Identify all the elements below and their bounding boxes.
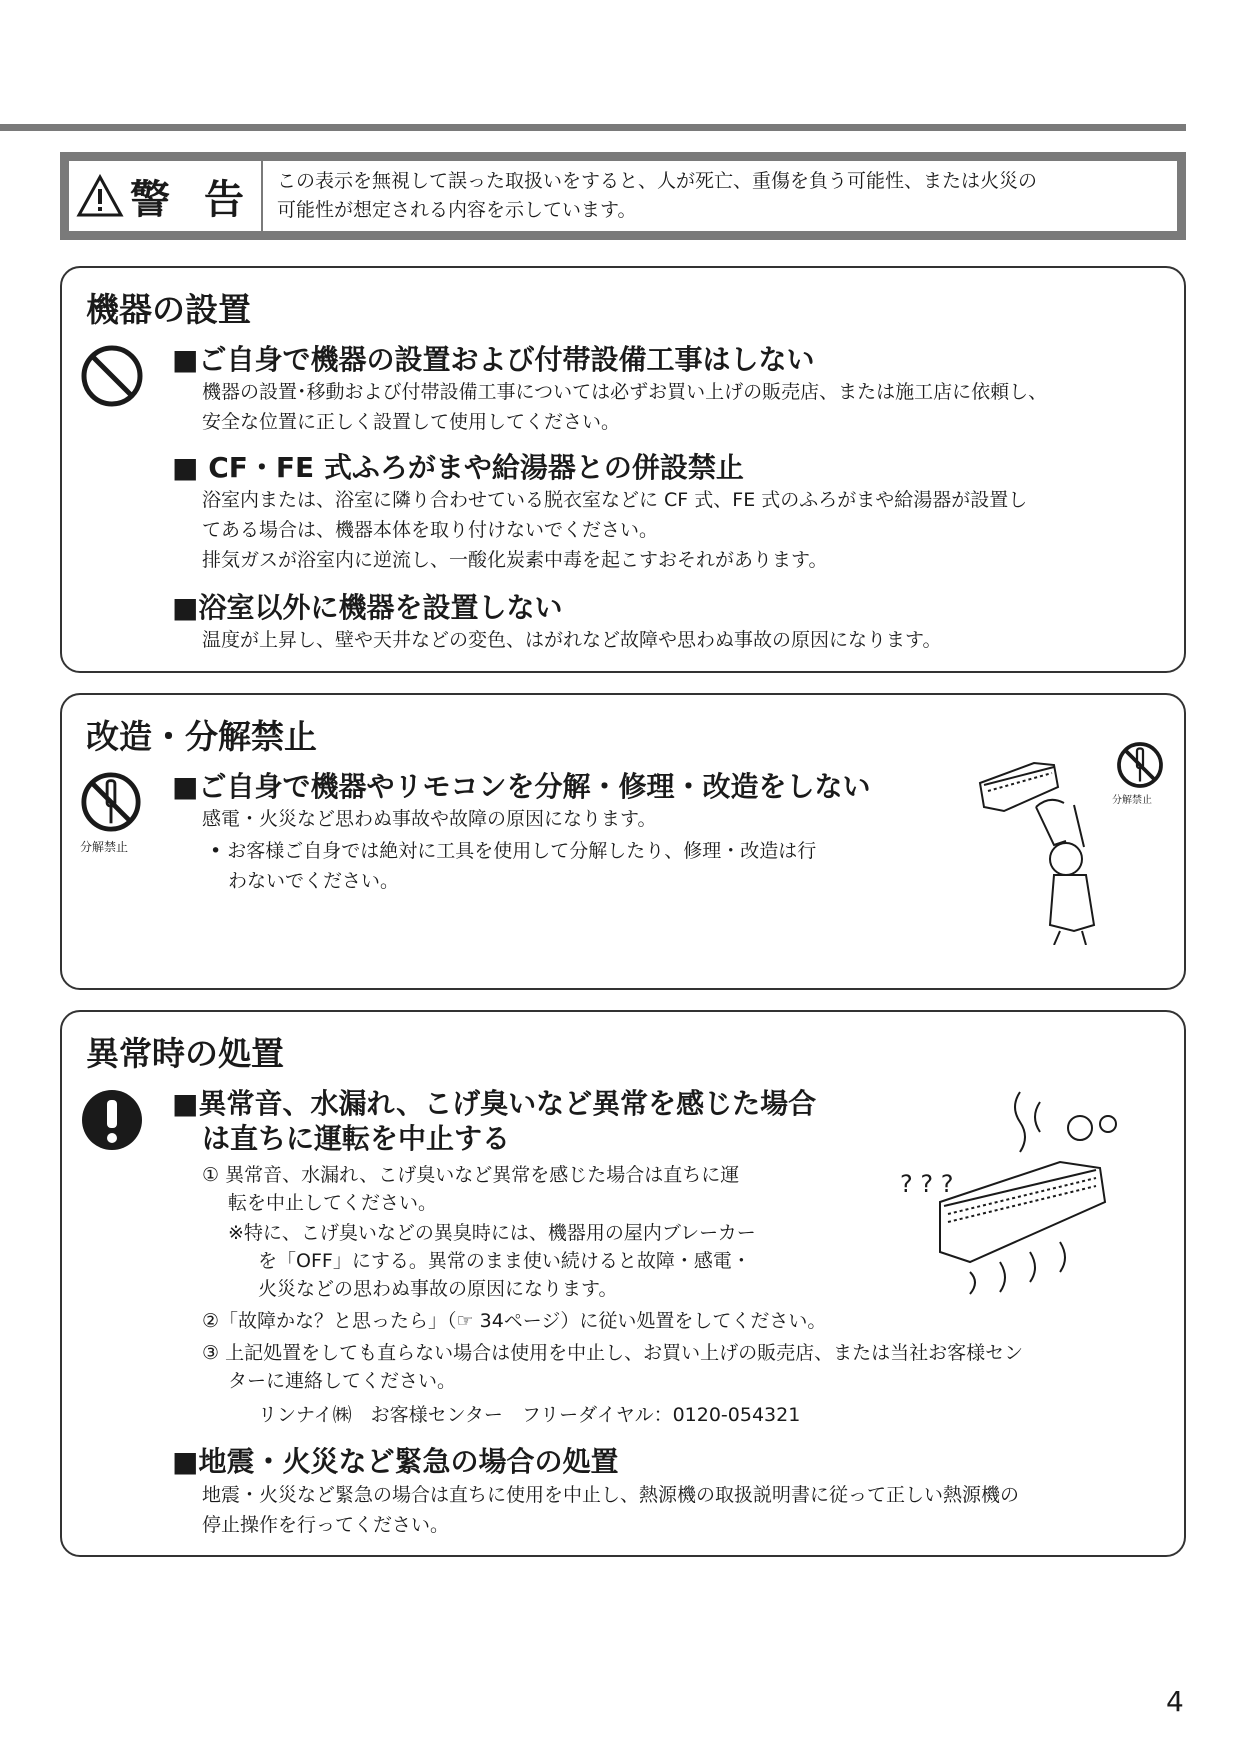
- item-body: 排気ガスが浴室内に逆流し、一酸化炭素中毒を起こすおそれがあります。: [202, 549, 828, 571]
- no-disassembly-icon: [80, 771, 142, 833]
- prohibition-icon: [80, 344, 144, 408]
- no-disassembly-icon: [1116, 741, 1164, 789]
- step-text: ① 異常音、水漏れ、こげ臭いなど異常を感じた場合は直ちに運: [202, 1164, 740, 1186]
- item-body: 温度が上昇し、壁や天井などの変色、はがれなど故障や思わぬ事故の原因になります。: [202, 629, 942, 651]
- item-title: ■ご自身で機器の設置および付帯設備工事はしない: [172, 343, 815, 376]
- malfunction-illustration: [900, 1082, 1170, 1332]
- illustration-caption: 分解禁止: [1112, 795, 1152, 806]
- svg-text:? ? ?: ? ? ?: [900, 1170, 954, 1198]
- item-body: 感電・火災など思わぬ事故や故障の原因になります。: [202, 808, 657, 830]
- contact-info: リンナイ㈱ お客様センター フリーダイヤル：0120-054321: [258, 1404, 801, 1426]
- warning-box: [60, 152, 1186, 240]
- page-number: 4: [1166, 1685, 1184, 1718]
- item-title: ■ご自身で機器やリモコンを分解・修理・改造をしない: [172, 770, 871, 803]
- note-text: ※特に、こげ臭いなどの異臭時には、機器用の屋内ブレーカー: [228, 1222, 756, 1244]
- top-rule: [0, 124, 1186, 131]
- bullet-text: わないでください。: [228, 870, 400, 892]
- section-no-disassembly: [60, 693, 1186, 990]
- item-title: ■異常音、水漏れ、こげ臭いなど異常を感じた場合: [172, 1087, 817, 1120]
- item-body: 機器の設置･移動および付帯設備工事については必ずお買い上げの販売店、または施工店に依頼し、: [202, 381, 1048, 403]
- mandatory-action-icon: [80, 1088, 144, 1152]
- item-title: ■浴室以外に機器を設置しない: [172, 591, 563, 624]
- step-text: 転を中止してください。: [228, 1192, 438, 1214]
- section-emergency: [60, 1010, 1186, 1557]
- section-installation: [60, 266, 1186, 673]
- item-title: は直ちに運転を中止する: [202, 1122, 511, 1155]
- item-title: ■ CF・FE 式ふろがまや給湯器との併設禁止: [172, 451, 744, 484]
- item-title: ■地震・火災など緊急の場合の処置: [172, 1445, 619, 1478]
- section-title: 異常時の処置: [86, 1034, 284, 1073]
- warning-title: 警 告: [130, 176, 254, 223]
- bullet-text: • お客様ご自身では絶対に工具を使用して分解したり、修理・改造は行: [210, 840, 817, 862]
- step-text: ターに連絡してください。: [228, 1370, 457, 1392]
- item-body: 安全な位置に正しく設置して使用してください。: [202, 411, 621, 433]
- step-text: ②「故障かな？と思ったら」（☞ 34ページ）に従い処置をしてください。: [202, 1310, 827, 1332]
- warning-description: この表示を無視して誤った取扱いをすると、人が死亡、重傷を負う可能性、または火災の 可能性が想定される内容を示しています。: [277, 170, 1038, 221]
- step-text: ③ 上記処置をしても直らない場合は使用を中止し、お買い上げの販売店、または当社お客様セン: [202, 1342, 1024, 1364]
- section-title: 機器の設置: [86, 290, 251, 329]
- item-body: てある場合は、機器本体を取り付けないでください。: [202, 519, 659, 541]
- item-body: 地震・火災など緊急の場合は直ちに使用を中止し、熱源機の取扱説明書に従って正しい熱源機の: [202, 1484, 1020, 1506]
- item-body: 浴室内または、浴室に隣り合わせている脱衣室などに CF 式、FE 式のふろがまや給湯器が設置し: [202, 489, 1028, 511]
- warning-triangle-icon: [76, 174, 124, 218]
- icon-caption: 分解禁止: [80, 840, 129, 854]
- warning-heading: [69, 161, 263, 231]
- note-text: を「OFF」にする。異常のまま使い続けると故障・感電・: [258, 1250, 751, 1272]
- section-title: 改造・分解禁止: [86, 717, 317, 756]
- item-body: 停止操作を行ってください。: [202, 1514, 450, 1536]
- note-text: 火災などの思わぬ事故の原因になります。: [258, 1278, 618, 1300]
